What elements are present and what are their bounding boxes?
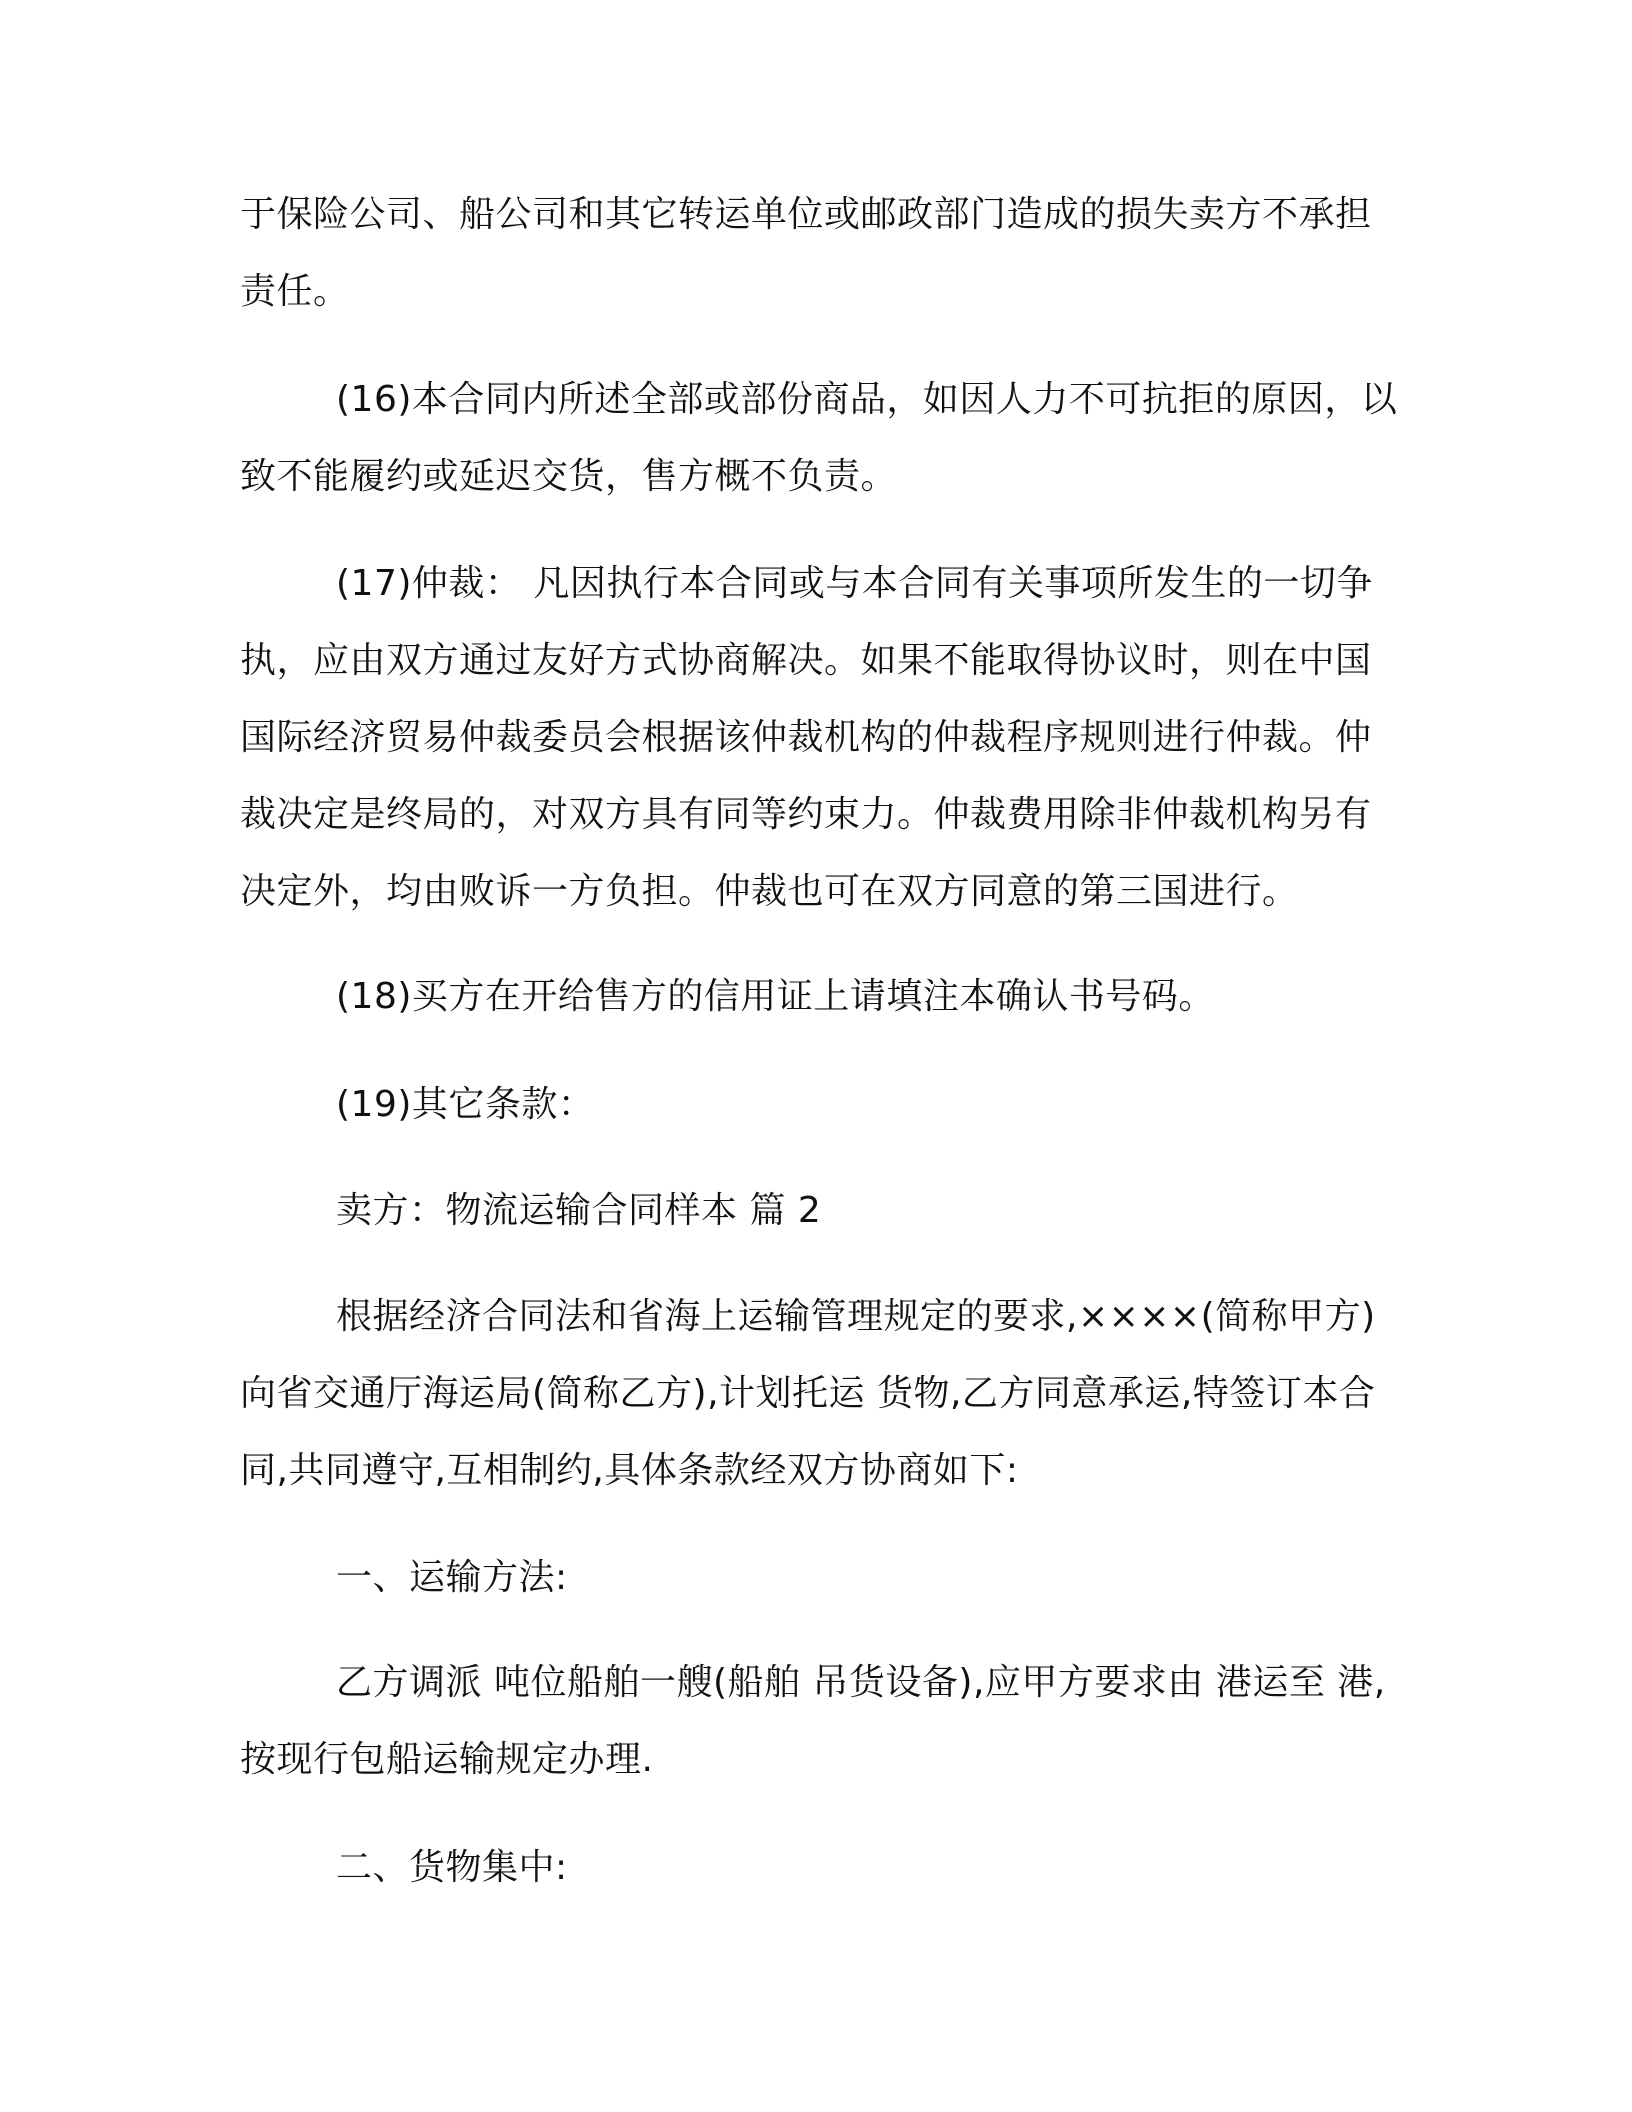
section-heading-transport-method: 一、运输方法:	[336, 1557, 568, 1598]
paragraph-contract-intro: 根据经济合同法和省海上运输管理规定的要求,××××(简称甲方)向省交通厅海运局(简称乙方),计划托运 货物,乙方同意承运,特签订本合同,共同遵守,互相制约,具体条款经双方协商如下:	[240, 1296, 1376, 1491]
paragraph-seller-heading: 卖方：物流运输合同样本 篇 2	[336, 1190, 822, 1231]
paragraph-clause-19: (19)其它条款：	[336, 1084, 595, 1125]
paragraph-clause-18: (18)买方在开给售方的信用证上请填注本确认书号码。	[336, 976, 1215, 1017]
paragraph-liability-continued: 于保险公司、船公司和其它转运单位或邮政部门造成的损失卖方不承担责任。	[240, 194, 1372, 312]
paragraph-clause-17-arbitration: (17)仲裁： 凡因执行本合同或与本合同有关事项所发生的一切争执，应由双方通过友好方式协商解决。如果不能取得协议时，则在中国国际经济贸易仲裁委员会根据该仲裁机构的仲裁程序规则进行仲裁。仲裁决定是终局的，对双方具有同等约束力。仲裁费用除非仲裁机构另有决定外，均由败诉一方负担。仲裁也可在双方同意的第三国进行。	[240, 563, 1373, 912]
paragraph-clause-16: (16)本合同内所述全部或部份商品，如因人力不可抗拒的原因，以致不能履约或延迟交货，售方概不负责。	[240, 379, 1398, 497]
paragraph-transport-method: 乙方调派 吨位船舶一艘(船舶 吊货设备),应甲方要求由 港运至 港,按现行包船运输规定办理.	[240, 1662, 1386, 1780]
section-heading-cargo-collection: 二、货物集中:	[336, 1847, 568, 1888]
